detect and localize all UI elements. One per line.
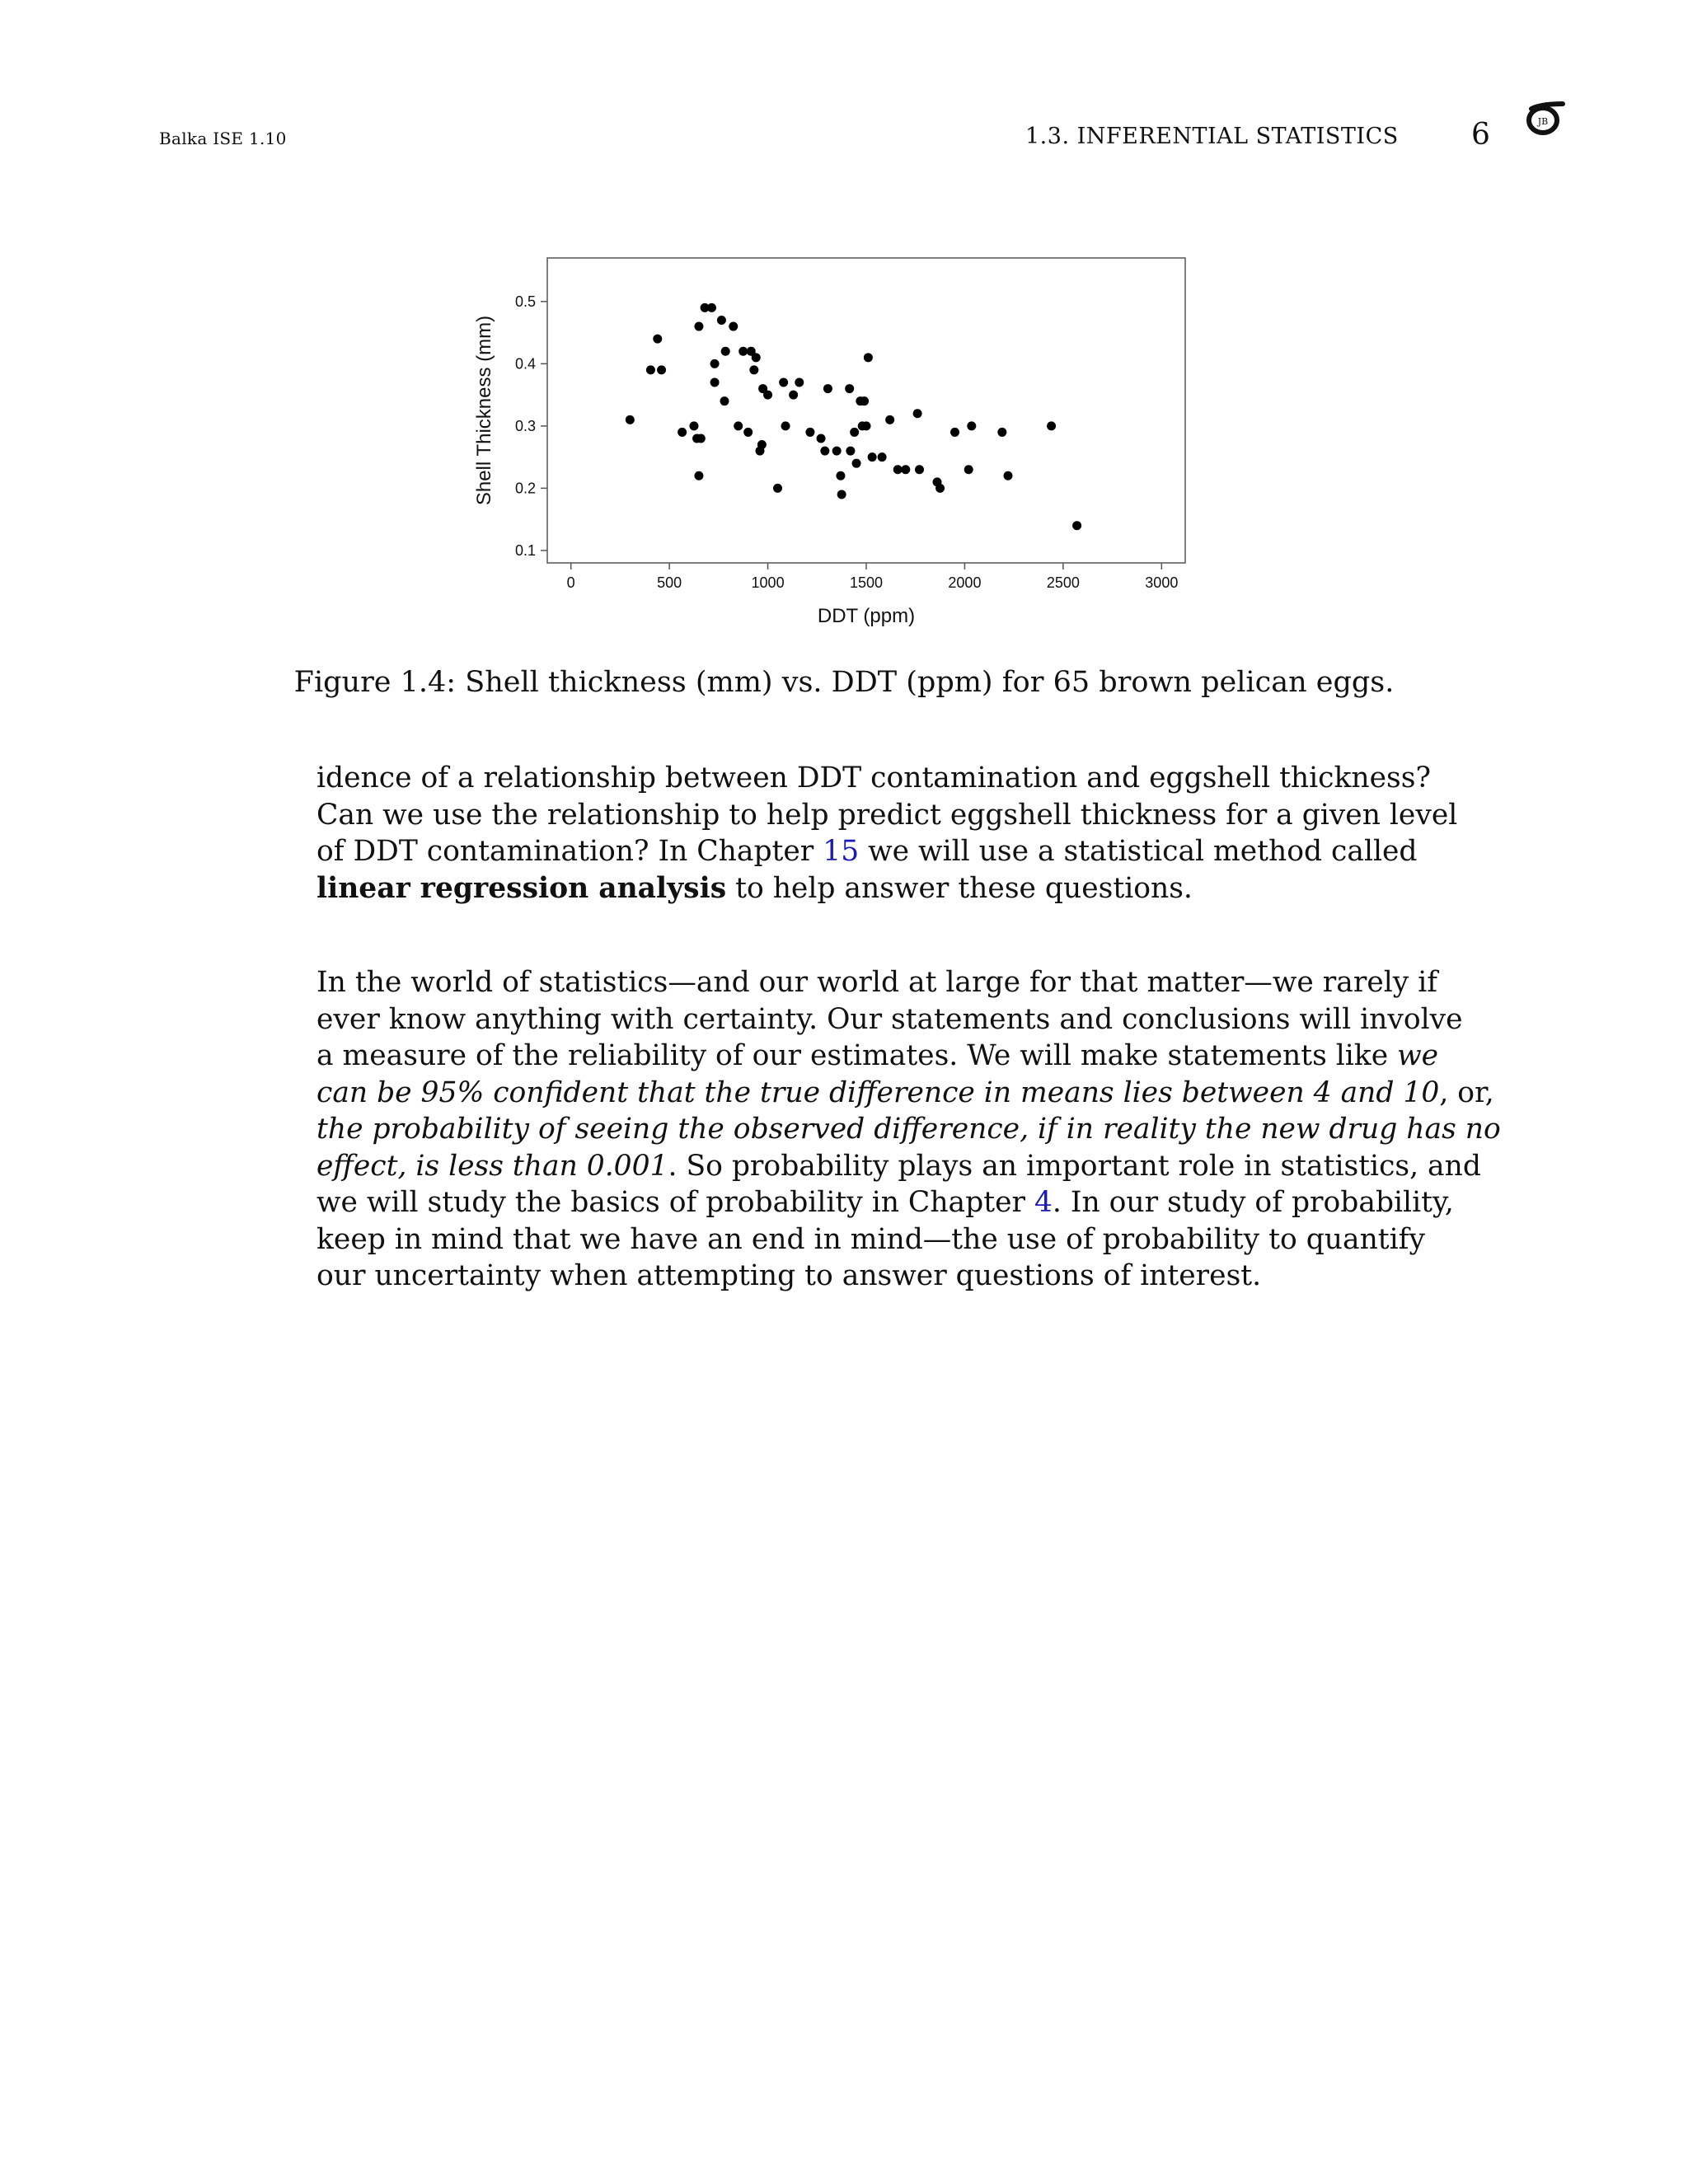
data-point xyxy=(893,465,903,474)
page-number: 6 xyxy=(1471,118,1490,152)
data-point xyxy=(678,428,687,437)
figure-caption: Figure 1.4: Shell thickness (mm) vs. DDT (ppm) for 65 brown pelican eggs. xyxy=(293,666,1395,699)
data-point xyxy=(773,484,782,493)
data-point xyxy=(885,415,894,424)
data-point xyxy=(795,378,804,387)
text-line: ever know anything with certainty. Our statements and conclusions will involve xyxy=(316,1002,1463,1036)
data-point xyxy=(710,359,720,368)
text-line xyxy=(316,1184,1454,1221)
data-point xyxy=(757,440,767,449)
paragraph-1 xyxy=(316,760,1458,907)
y-tick-label: 0.2 xyxy=(514,480,536,497)
scatter-plot xyxy=(445,247,1203,643)
data-point xyxy=(738,347,748,356)
x-axis-label: DDT (ppm) xyxy=(817,605,916,627)
data-point xyxy=(779,378,788,387)
x-axis xyxy=(567,563,1179,591)
data-point xyxy=(646,365,655,374)
data-point xyxy=(1047,421,1056,430)
data-point xyxy=(720,396,729,405)
data-point xyxy=(657,365,666,374)
data-point xyxy=(734,421,743,430)
text-line: Can we use the relationship to help predict eggshell thickness for a given level xyxy=(316,798,1458,832)
y-axis-label: Shell Thickness (mm) xyxy=(473,315,495,506)
x-tick-label: 0 xyxy=(566,574,575,591)
data-point xyxy=(781,421,790,430)
data-point xyxy=(935,484,945,493)
text-line: keep in mind that we have an end in mind—the use of probability to quantify xyxy=(316,1222,1425,1256)
y-tick-label: 0.5 xyxy=(514,293,536,310)
data-point xyxy=(852,459,861,468)
data-point xyxy=(729,322,738,331)
data-point xyxy=(694,322,703,331)
data-point xyxy=(749,365,758,374)
data-point xyxy=(967,421,976,430)
data-point xyxy=(964,465,973,474)
text-span: a measure of the reliability of our estimates. We will make statements like xyxy=(316,1039,1398,1072)
text-span: we will study the basics of probability in Chapter xyxy=(316,1186,1034,1219)
data-point xyxy=(846,447,855,456)
data-point xyxy=(789,391,798,400)
text-line: our uncertainty when attempting to answer questions of interest. xyxy=(316,1259,1262,1292)
plot-frame xyxy=(547,258,1185,563)
y-tick-label: 0.3 xyxy=(514,417,536,434)
x-tick-label: 2000 xyxy=(948,574,982,591)
text-span: , or, xyxy=(1439,1076,1494,1109)
data-point xyxy=(837,490,846,499)
running-header-section: 1.3. INFERENTIAL STATISTICS xyxy=(1025,124,1399,149)
data-point xyxy=(817,434,826,443)
x-tick-label: 2500 xyxy=(1046,574,1080,591)
text-line: the probability of seeing the observed difference, if in reality the new drug has no xyxy=(316,1113,1501,1146)
data-point xyxy=(707,303,716,312)
data-point xyxy=(878,452,887,462)
y-tick-label: 0.4 xyxy=(514,355,536,373)
italic-text: we xyxy=(1397,1039,1439,1072)
data-point xyxy=(901,465,910,474)
y-axis xyxy=(515,293,547,559)
data-point xyxy=(805,428,814,437)
sigma-logo-icon xyxy=(1525,97,1566,138)
data-point xyxy=(845,384,854,393)
x-tick-label: 3000 xyxy=(1145,574,1179,591)
data-point xyxy=(950,428,959,437)
data-point xyxy=(823,384,832,393)
data-point xyxy=(860,396,869,405)
data-point xyxy=(836,471,845,480)
chapter-4-link[interactable]: 4 xyxy=(1034,1186,1053,1219)
data-point xyxy=(1072,521,1081,530)
data-points xyxy=(626,303,1081,530)
text-span: to help answer these questions. xyxy=(726,871,1193,905)
data-point xyxy=(653,335,662,344)
text-span: . In our study of probability, xyxy=(1052,1186,1454,1219)
data-point xyxy=(752,353,761,362)
data-point xyxy=(832,447,842,456)
text-line xyxy=(316,1148,1481,1185)
text-span: . So probability plays an important role in statistics, and xyxy=(668,1149,1481,1183)
data-point xyxy=(864,353,873,362)
y-tick-label: 0.1 xyxy=(514,541,536,559)
data-point xyxy=(868,452,877,462)
x-tick-label: 1000 xyxy=(751,574,785,591)
text-line xyxy=(316,1075,1494,1112)
paragraph-2 xyxy=(316,964,1501,1295)
x-tick-label: 500 xyxy=(657,574,682,591)
italic-text: can be 95% confident that the true difference in means lies between 4 and 10 xyxy=(316,1076,1440,1109)
scatter-plot-figure xyxy=(445,247,1203,643)
italic-text: effect, is less than 0.001 xyxy=(316,1149,668,1183)
text-line xyxy=(316,870,1360,907)
chapter-15-link[interactable]: 15 xyxy=(823,835,860,868)
text-line xyxy=(316,833,1418,870)
svg-text:JB: JB xyxy=(1537,116,1549,127)
data-point xyxy=(913,409,922,418)
data-point xyxy=(763,391,772,400)
data-point xyxy=(743,428,753,437)
data-point xyxy=(1004,471,1013,480)
data-point xyxy=(696,434,706,443)
data-point xyxy=(997,428,1006,437)
bold-term: linear regression analysis xyxy=(316,871,727,905)
data-point xyxy=(710,378,720,387)
running-header-left: Balka ISE 1.10 xyxy=(159,129,287,148)
data-point xyxy=(850,428,859,437)
text-line xyxy=(316,1038,1439,1075)
data-point xyxy=(820,447,829,456)
data-point xyxy=(915,465,924,474)
data-point xyxy=(626,415,635,424)
data-point xyxy=(689,421,698,430)
text-span: we will use a statistical method called xyxy=(859,835,1418,868)
data-point xyxy=(694,471,703,480)
text-line: In the world of statistics—and our world at large for that matter—we rarely if xyxy=(316,966,1438,999)
data-point xyxy=(717,316,726,325)
text-line: idence of a relationship between DDT contamination and eggshell thickness? xyxy=(316,762,1431,794)
data-point xyxy=(862,421,871,430)
data-point xyxy=(721,347,730,356)
text-span: of DDT contamination? In Chapter xyxy=(316,835,823,868)
x-tick-label: 1500 xyxy=(849,574,884,591)
